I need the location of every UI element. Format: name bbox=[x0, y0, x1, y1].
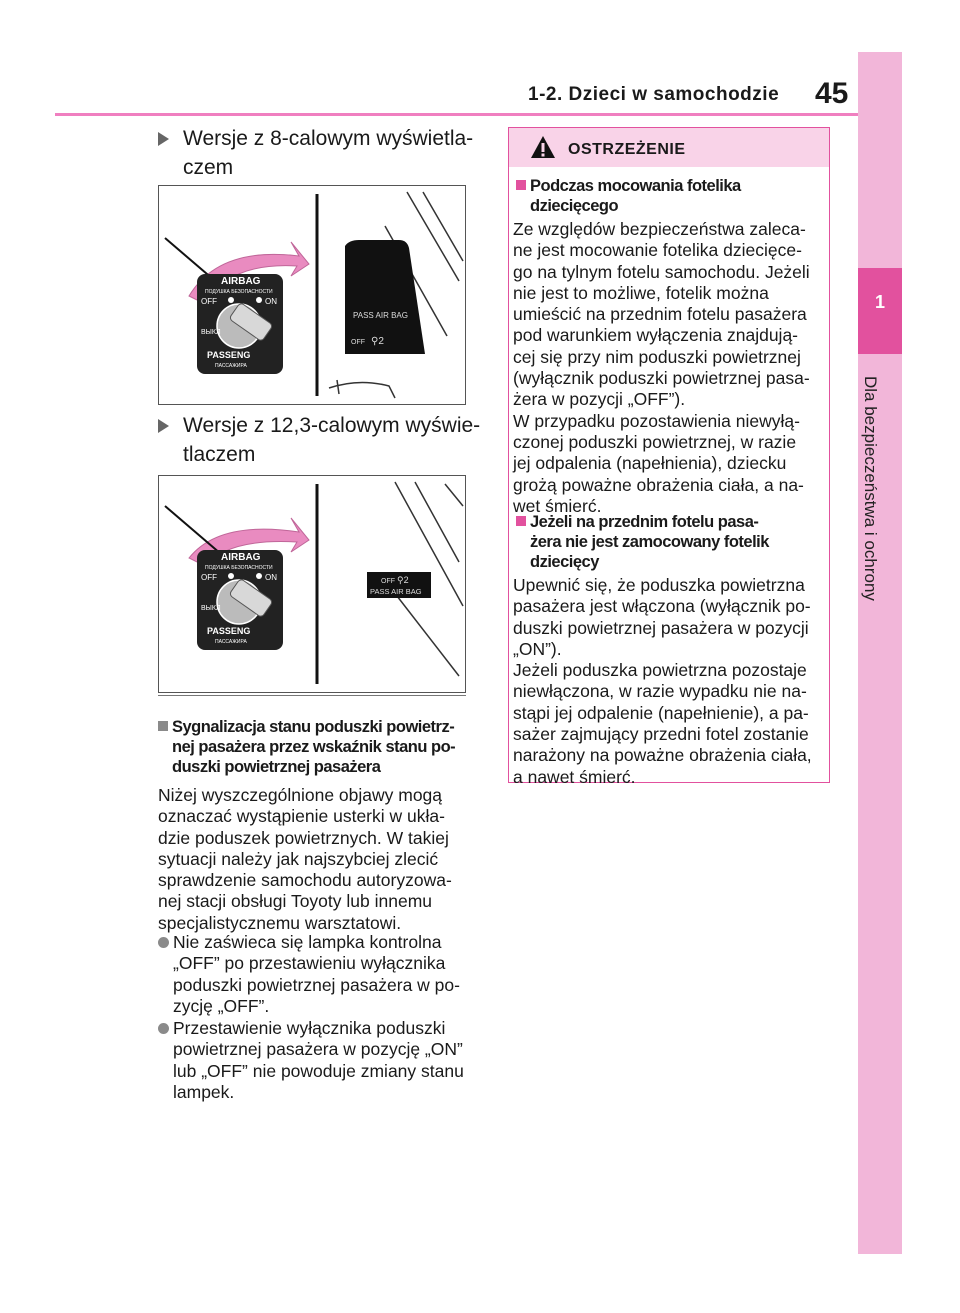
warning-subheading-1 bbox=[516, 176, 826, 216]
body-line: go na tylnym fotelu samochodu. Jeżeli bbox=[513, 261, 810, 282]
body-line: ne jest mocowanie fotelika dziecięce- bbox=[513, 240, 802, 261]
body-line: sprawdzenie samochodu autoryzowa- bbox=[158, 870, 452, 891]
svg-text:ПОДУШКА БЕЗОПАСНОСТИ: ПОДУШКА БЕЗОПАСНОСТИ bbox=[205, 565, 273, 571]
heading-line: nej pasażera przez wskaźnik stanu po- bbox=[172, 738, 456, 756]
body-line: Niżej wyszczególnione objawy mogą bbox=[158, 785, 443, 805]
svg-text:ПАССАЖИРА: ПАССАЖИРА bbox=[215, 639, 247, 645]
heading-line: żera nie jest zamocowany fotelik bbox=[530, 533, 769, 551]
variant-12inch-heading bbox=[158, 411, 480, 469]
svg-text:ON: ON bbox=[265, 297, 277, 306]
body-line: niewłączona, w razie wypadku nie na- bbox=[513, 681, 807, 702]
body-line: a nawet śmierć. bbox=[513, 766, 636, 787]
svg-text:AIRBAG: AIRBAG bbox=[221, 276, 261, 287]
heading-line: Jeżeli na przednim fotelu pasa- bbox=[530, 513, 759, 531]
heading-line: dziecięcy bbox=[530, 553, 599, 571]
body-line: pod warunkiem wyłączenia znajdują- bbox=[513, 325, 799, 346]
section-title: 1-2. Dzieci w samochodzie bbox=[528, 84, 780, 105]
svg-text:ВЫКЛ: ВЫКЛ bbox=[201, 605, 221, 612]
square-bullet-icon bbox=[516, 180, 526, 190]
svg-text:OFF: OFF bbox=[201, 297, 217, 306]
heading-line: Sygnalizacja stanu poduszki powietrz- bbox=[172, 718, 455, 736]
body-line: grożą poważne obrażenia ciała, a na- bbox=[513, 474, 804, 495]
airbag-switch-illustration-2 bbox=[159, 476, 465, 692]
warning-body-2 bbox=[513, 575, 829, 788]
body-line: narażony na poważne obrażenia ciała, bbox=[513, 745, 812, 766]
body-line: nej stacji obsługi Toyoty lub innemu bbox=[158, 891, 433, 912]
body-line: Upewnić się, że poduszka powietrzna bbox=[513, 575, 805, 595]
svg-text:ПОДУШКА БЕЗОПАСНОСТИ: ПОДУШКА БЕЗОПАСНОСТИ bbox=[205, 289, 273, 295]
svg-text:PASSENG: PASSENG bbox=[207, 626, 251, 636]
page-number: 45 bbox=[815, 77, 849, 110]
body-line: żera w pozycji „OFF”). bbox=[513, 389, 686, 410]
item-line: Nie zaświeca się lampka kontrolna bbox=[173, 932, 442, 952]
body-line: umieścić na przednim fotelu pasażera bbox=[513, 304, 807, 325]
item-line: poduszki powietrznej pasażera w po- bbox=[173, 974, 460, 995]
body-line: Jeżeli poduszka powietrzna pozostaje bbox=[513, 660, 807, 681]
warning-body-1 bbox=[513, 219, 829, 517]
airbag-switch-illustration-1 bbox=[159, 186, 465, 404]
body-line: Ze względów bezpieczeństwa zaleca- bbox=[513, 219, 806, 239]
chapter-tab-strip bbox=[858, 52, 902, 1254]
warning-title: OSTRZEŻENIE bbox=[568, 141, 686, 158]
svg-text:PASS AIR BAG: PASS AIR BAG bbox=[370, 587, 422, 596]
item-line: Przestawienie wyłącznika poduszki bbox=[173, 1018, 446, 1038]
indicator-section-heading bbox=[158, 717, 468, 777]
list-item bbox=[158, 1018, 478, 1103]
circle-bullet-icon bbox=[158, 1023, 169, 1034]
body-line: nie jest to możliwe, fotelik można bbox=[513, 282, 769, 303]
body-line: „ON”). bbox=[513, 638, 562, 659]
body-line: stąpi jej odpalenie (napełnienie), a pa- bbox=[513, 702, 809, 723]
body-line: czonej poduszki powietrznej, w razie bbox=[513, 431, 797, 452]
svg-text:ON: ON bbox=[265, 573, 277, 582]
item-line: lampek. bbox=[173, 1081, 235, 1102]
svg-text:PASSENG: PASSENG bbox=[207, 350, 251, 360]
header-rule bbox=[55, 113, 858, 116]
item-line: lub „OFF” nie powoduje zmiany stanu bbox=[173, 1060, 464, 1081]
svg-text:AIRBAG: AIRBAG bbox=[221, 552, 261, 563]
body-line: pasażera jest włączona (wyłącznik po- bbox=[513, 596, 811, 617]
body-line: W przypadku pozostawienia niewyłą- bbox=[513, 410, 800, 431]
circle-bullet-icon bbox=[158, 937, 169, 948]
svg-text:⚲2: ⚲2 bbox=[397, 575, 409, 585]
svg-text:ПАССАЖИРА: ПАССАЖИРА bbox=[215, 363, 247, 369]
svg-text:OFF: OFF bbox=[201, 573, 217, 582]
square-bullet-icon bbox=[516, 516, 526, 526]
body-line: duszki powietrznej pasażera w pozycji bbox=[513, 617, 809, 638]
triangle-bullet-icon bbox=[158, 419, 169, 433]
body-line: oznaczać wystąpienie usterki w ukła- bbox=[158, 806, 445, 827]
section-divider bbox=[158, 695, 466, 696]
triangle-bullet-icon bbox=[158, 132, 169, 146]
body-line: (wyłącznik poduszki powietrznej pasa- bbox=[513, 368, 810, 389]
warning-triangle-icon bbox=[530, 135, 556, 159]
variant-8inch-heading bbox=[158, 124, 473, 182]
svg-text:ВЫКЛ: ВЫКЛ bbox=[201, 329, 221, 336]
body-line: specjalistycznemu warsztatowi. bbox=[158, 912, 402, 933]
svg-text:⚲2: ⚲2 bbox=[371, 336, 384, 347]
body-line: sytuacji należy jak najszybciej zlecić bbox=[158, 848, 439, 869]
body-line: jej odpalenia (napełnienia), dziecku bbox=[513, 453, 787, 474]
svg-text:OFF: OFF bbox=[351, 339, 365, 346]
warning-subheading-2 bbox=[516, 512, 826, 572]
body-line: cej się przy nim poduszki powietrznej bbox=[513, 346, 801, 367]
heading-line: duszki powietrznej pasażera bbox=[172, 758, 381, 776]
variant-12inch-line2: tlaczem bbox=[183, 443, 256, 466]
item-line: powietrznej pasażera w pozycję „ON” bbox=[173, 1039, 463, 1060]
variant-8inch-line2: czem bbox=[183, 156, 234, 179]
body-line: sażer zajmujący przedni fotel zostanie bbox=[513, 724, 809, 745]
variant-12inch-line1: Wersje z 12,3-calowym wyświe- bbox=[183, 414, 481, 437]
svg-text:PASS AIR BAG: PASS AIR BAG bbox=[353, 311, 408, 320]
figure-12inch-display bbox=[158, 475, 466, 693]
item-line: „OFF” po przestawieniu wyłącznika bbox=[173, 953, 446, 974]
svg-text:OFF: OFF bbox=[381, 578, 395, 585]
chapter-number: 1 bbox=[874, 292, 885, 312]
chapter-label: Dla bezpieczeństwa i ochrony bbox=[861, 376, 880, 601]
heading-line: dziecięcego bbox=[530, 197, 619, 215]
list-item bbox=[158, 932, 478, 1017]
item-line: zycję „OFF”. bbox=[173, 995, 270, 1016]
indicator-section-body bbox=[158, 785, 473, 934]
body-line: dzie poduszek powietrznych. W takiej bbox=[158, 827, 449, 848]
figure-8inch-display bbox=[158, 185, 466, 405]
square-bullet-icon bbox=[158, 721, 168, 731]
heading-line: Podczas mocowania fotelika bbox=[530, 177, 741, 195]
body-line: wet śmierć. bbox=[513, 495, 602, 516]
variant-8inch-line1: Wersje z 8-calowym wyświetla- bbox=[183, 127, 474, 150]
